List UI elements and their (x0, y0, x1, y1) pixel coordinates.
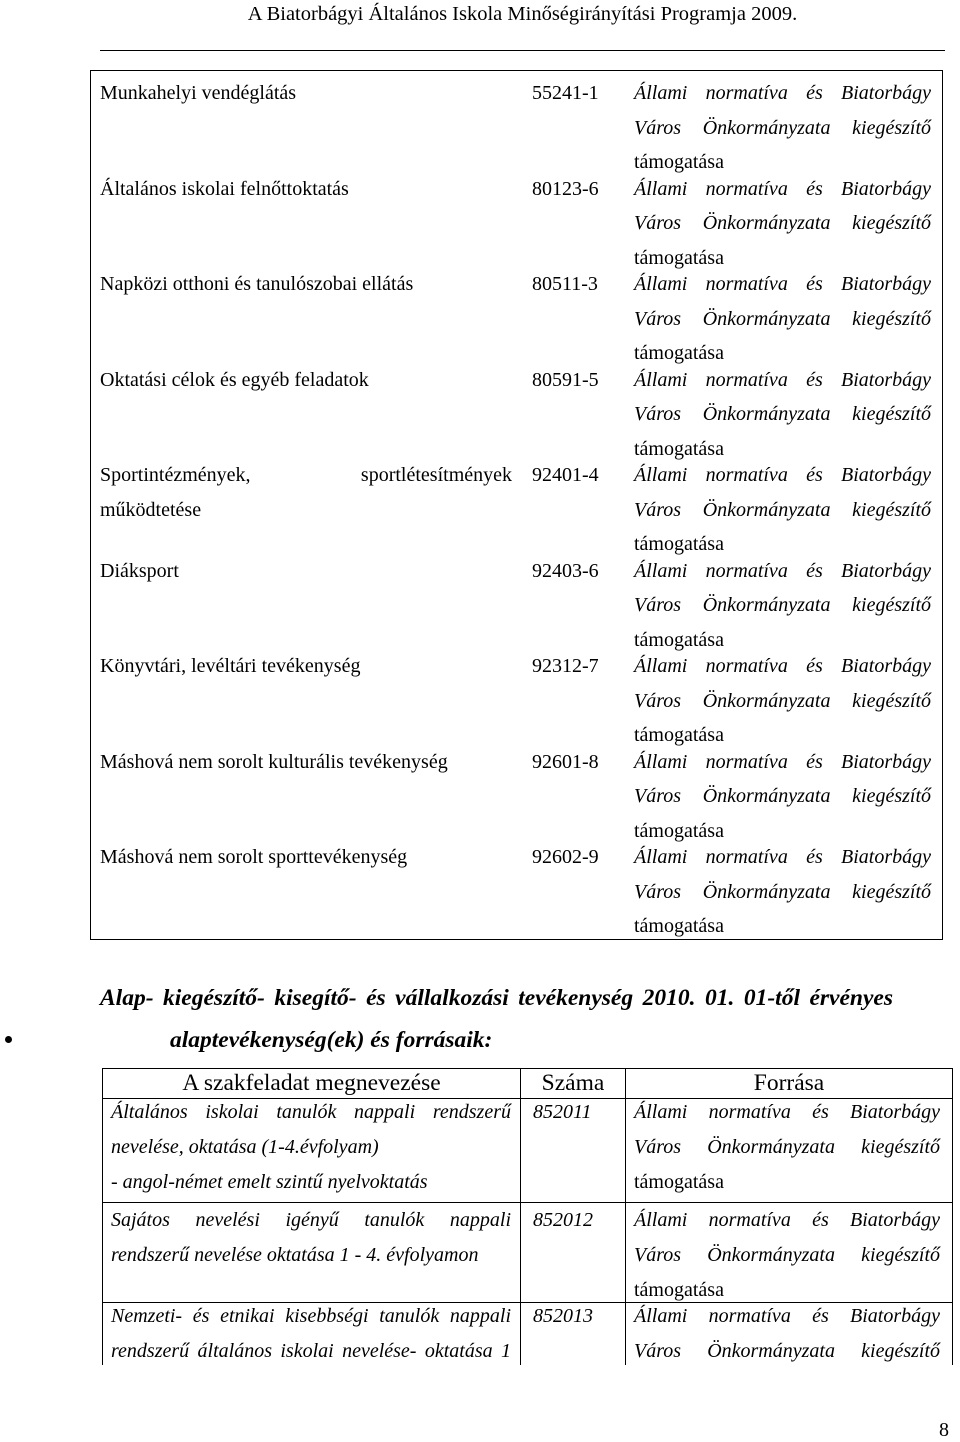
activity-name-line: Máshová nem sorolt kulturális tevékenység (100, 750, 448, 773)
funding-source-line: Város Önkormányzata kiegészítő (634, 403, 931, 425)
table-row (91, 840, 942, 936)
activity-code: 92403-6 (532, 559, 599, 582)
table-row (103, 1099, 952, 1203)
funding-source-line: Város Önkormányzata kiegészítő (634, 307, 931, 330)
activity-name-line: Máshová nem sorolt sporttevékenység (100, 846, 408, 868)
funding-source-line: Állami normatíva és Biatorbágy (634, 655, 931, 677)
task-source-line: támogatása (634, 1279, 724, 1301)
task-source-line: Állami normatíva és Biatorbágy (634, 1101, 940, 1123)
funding-source-line: Állami normatíva és Biatorbágy (634, 273, 931, 295)
funding-source-line: Város Önkormányzata kiegészítő (634, 689, 931, 712)
task-source (634, 1299, 940, 1369)
activity-name-line: működtetése (100, 498, 202, 521)
task-name-line: - angol-német emelt szintű nyelvoktatás (111, 1171, 428, 1193)
activity-code: 92401-4 (532, 464, 599, 486)
activity-name (100, 76, 512, 111)
funding-source-line: támogatása (634, 628, 724, 651)
activity-code: 80123-6 (532, 177, 599, 200)
funding-source (634, 76, 931, 180)
activity-name-line: Oktatási célok és egyéb feladatok (100, 368, 369, 391)
task-source-line: Város Önkormányzata kiegészítő (634, 1340, 940, 1362)
funding-source-line: támogatása (634, 342, 724, 364)
funding-source-line: Város Önkormányzata kiegészítő (634, 785, 931, 807)
table-row (91, 745, 942, 841)
activity-code: 92602-9 (532, 846, 599, 868)
funding-source-line: Állami normatíva és Biatorbágy (634, 846, 931, 868)
table-row (91, 458, 942, 554)
table-row (91, 267, 942, 363)
funding-source-line: Állami normatíva és Biatorbágy (634, 559, 931, 582)
funding-source-line: Város Önkormányzata kiegészítő (634, 594, 931, 616)
task-name (111, 1203, 511, 1273)
page-number: 8 (939, 1419, 949, 1441)
task-name (111, 1299, 511, 1369)
funding-source-line: támogatása (634, 151, 724, 173)
funding-source-line: Állami normatíva és Biatorbágy (634, 368, 931, 391)
activity-code: 92601-8 (532, 750, 599, 773)
table-row (91, 363, 942, 459)
funding-source (634, 745, 931, 849)
funding-source (634, 172, 931, 276)
header-title: A Biatorbágyi Általános Iskola Minőségirányítási Programja 2009. (247, 3, 798, 25)
funding-source-line: támogatása (634, 437, 724, 460)
task-name-line: Nemzeti- és etnikai kisebbségi tanulók nappali (111, 1305, 511, 1327)
section-heading: Alap- kiegészítő- kisegítő- és vállalkozási tevékenység 2010. 01. 01-től érvényes (100, 985, 893, 1011)
activity-name-line: Könyvtári, levéltári tevékenység (100, 655, 361, 677)
funding-source-line: Állami normatíva és Biatorbágy (634, 464, 931, 486)
column-header-source: Forrása (753, 1070, 825, 1096)
task-code: 852011 (533, 1101, 592, 1123)
activity-name-line: Diáksport (100, 559, 179, 582)
funding-source (634, 554, 931, 658)
table-row (91, 172, 942, 268)
activity-code: 80591-5 (532, 368, 599, 391)
activities-table (90, 70, 943, 940)
funding-source-line: Város Önkormányzata kiegészítő (634, 116, 931, 139)
task-name-line: rendszerű általános iskolai nevelése- oktatása 1 (111, 1340, 511, 1362)
task-source (634, 1095, 940, 1200)
activity-name-line: Általános iskolai felnőttoktatás (100, 177, 349, 200)
task-source-line: Város Önkormányzata kiegészítő (634, 1136, 940, 1158)
activity-name (100, 745, 512, 780)
activity-name (100, 554, 512, 589)
funding-source (634, 458, 931, 562)
task-source-line: Állami normatíva és Biatorbágy (634, 1305, 940, 1327)
task-name-line: rendszerű nevelése oktatása 1 - 4. évfolyamon (111, 1244, 479, 1266)
task-name-line: nevelése, oktatása (1-4.évfolyam) (111, 1136, 379, 1158)
task-source-line: Állami normatíva és Biatorbágy (634, 1209, 940, 1231)
table-row (91, 76, 942, 172)
funding-source (634, 649, 931, 753)
task-source-line: támogatása (634, 1171, 724, 1193)
funding-source-line: támogatása (634, 533, 724, 555)
task-name-line: Sajátos nevelési igényű tanulók nappali (111, 1209, 511, 1231)
funding-source-line: Város Önkormányzata kiegészítő (634, 212, 931, 234)
activity-name (100, 840, 512, 875)
task-code: 852012 (533, 1209, 593, 1231)
table-row (91, 649, 942, 745)
funding-source-line: Állami normatíva és Biatorbágy (634, 750, 931, 773)
table-row (103, 1303, 952, 1365)
activity-name-line: Sportintézmények, sportlétesítmények (100, 464, 512, 486)
activity-code: 92312-7 (532, 655, 599, 677)
activity-name (100, 172, 512, 207)
funding-source-line: támogatása (634, 724, 724, 746)
funding-source-line: Város Önkormányzata kiegészítő (634, 880, 931, 903)
task-source (634, 1203, 940, 1308)
funding-source-line: Város Önkormányzata kiegészítő (634, 498, 931, 521)
task-source-line: Város Önkormányzata kiegészítő (634, 1244, 940, 1266)
page-header (100, 0, 945, 51)
tasks-table (102, 1068, 953, 1365)
activity-code: 80511-3 (532, 273, 598, 295)
task-name-line: Általános iskolai tanulók nappali rendszerű (111, 1101, 511, 1123)
activity-name-line: Munkahelyi vendéglátás (100, 82, 297, 104)
funding-source-line: támogatása (634, 246, 724, 269)
funding-source (634, 267, 931, 371)
activity-name-line: Napközi otthoni és tanulószobai ellátás (100, 273, 414, 295)
activity-name (100, 458, 512, 527)
task-code: 852013 (533, 1305, 593, 1327)
funding-source-line: támogatása (634, 915, 724, 937)
funding-source-line: Állami normatíva és Biatorbágy (634, 82, 931, 104)
funding-source-line: támogatása (634, 819, 724, 842)
section-heading-continuation: alaptevékenység(ek) és forrásaik: (170, 1027, 493, 1053)
column-header-code: Száma (541, 1070, 605, 1096)
funding-source (634, 363, 931, 467)
task-name (111, 1095, 511, 1200)
table-row (91, 554, 942, 650)
funding-source (634, 840, 931, 944)
table-row (103, 1203, 952, 1303)
funding-source-line: Állami normatíva és Biatorbágy (634, 177, 931, 200)
activity-name (100, 363, 512, 398)
activity-code: 55241-1 (532, 82, 599, 104)
activity-name (100, 267, 512, 302)
activity-name (100, 649, 512, 684)
bullet-icon (5, 1036, 12, 1043)
column-header-name: A szakfeladat megnevezése (182, 1070, 441, 1096)
